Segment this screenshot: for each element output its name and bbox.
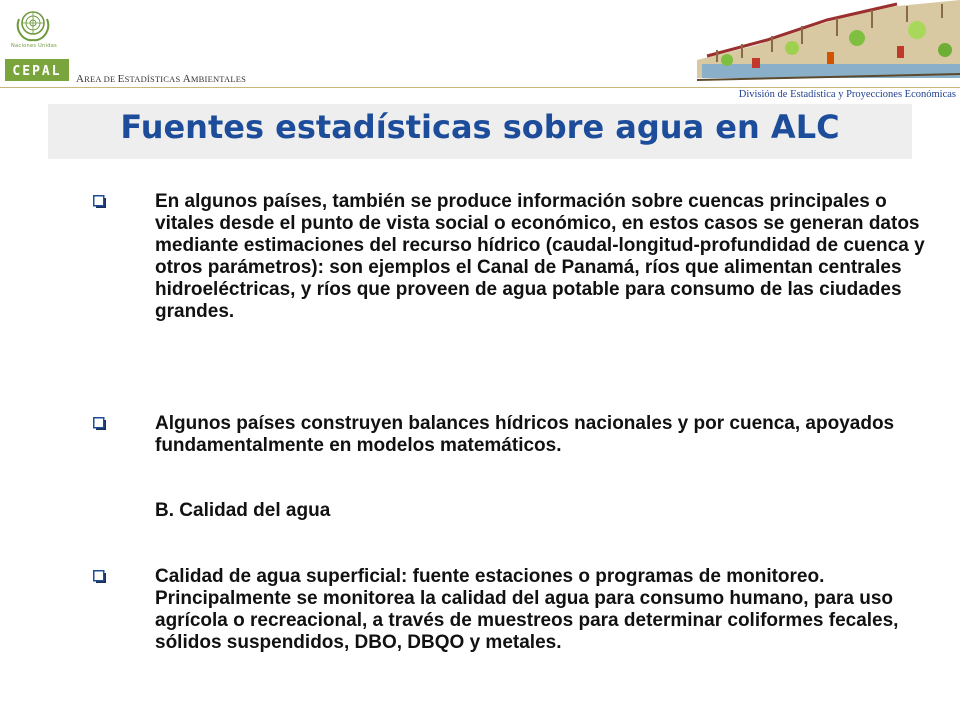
section-heading: B. Calidad del agua: [155, 500, 331, 521]
bullet-paragraph-1: En algunos países, también se produce información sobre cuencas principales o vitales desde el punto de vista social o económico, en estos casos se generan datos mediante estimaciones del recurso hídrico (caudal-longitud-profundidad de cuenca y otros parámetros): son ejemplos el Canal de Panamá, ríos que alimentan centrales hidroeléctricas, y ríos que proveen de agua potable para consumo de las ciudades grandes.: [155, 191, 925, 322]
checkbox-bullet-icon: [93, 417, 106, 430]
un-logo-label: Naciones Unidas: [10, 43, 57, 49]
cepal-logo-icon: [5, 59, 69, 81]
header-artwork-icon: [697, 0, 960, 86]
header-divider: [0, 87, 960, 88]
bullet-paragraph-2: Algunos países construyen balances hídricos nacionales y por cuenca, apoyados fundamentalmente en modelos matemáticos.: [155, 413, 895, 456]
area-title: AREA DE ESTADÍSTICAS AMBIENTALES: [76, 73, 247, 85]
checkbox-bullet-icon: [93, 195, 106, 208]
cepal-logo-text: CEPAL: [12, 64, 62, 79]
checkbox-bullet-icon: [93, 570, 106, 583]
division-label: División de Estadística y Proyecciones Económicas: [738, 89, 956, 100]
bullet-paragraph-3: Calidad de agua superficial: fuente estaciones o programas de monitoreo. Principalmente se monitorea la calidad del agua para consumo humano, para uso agrícola o recreacional, a través de muestreos para determinar coliformes fecales, sólidos suspendidos, DBO, DBQO y metales.: [155, 566, 899, 653]
page-title: Fuentes estadísticas sobre agua en ALC: [120, 108, 840, 146]
